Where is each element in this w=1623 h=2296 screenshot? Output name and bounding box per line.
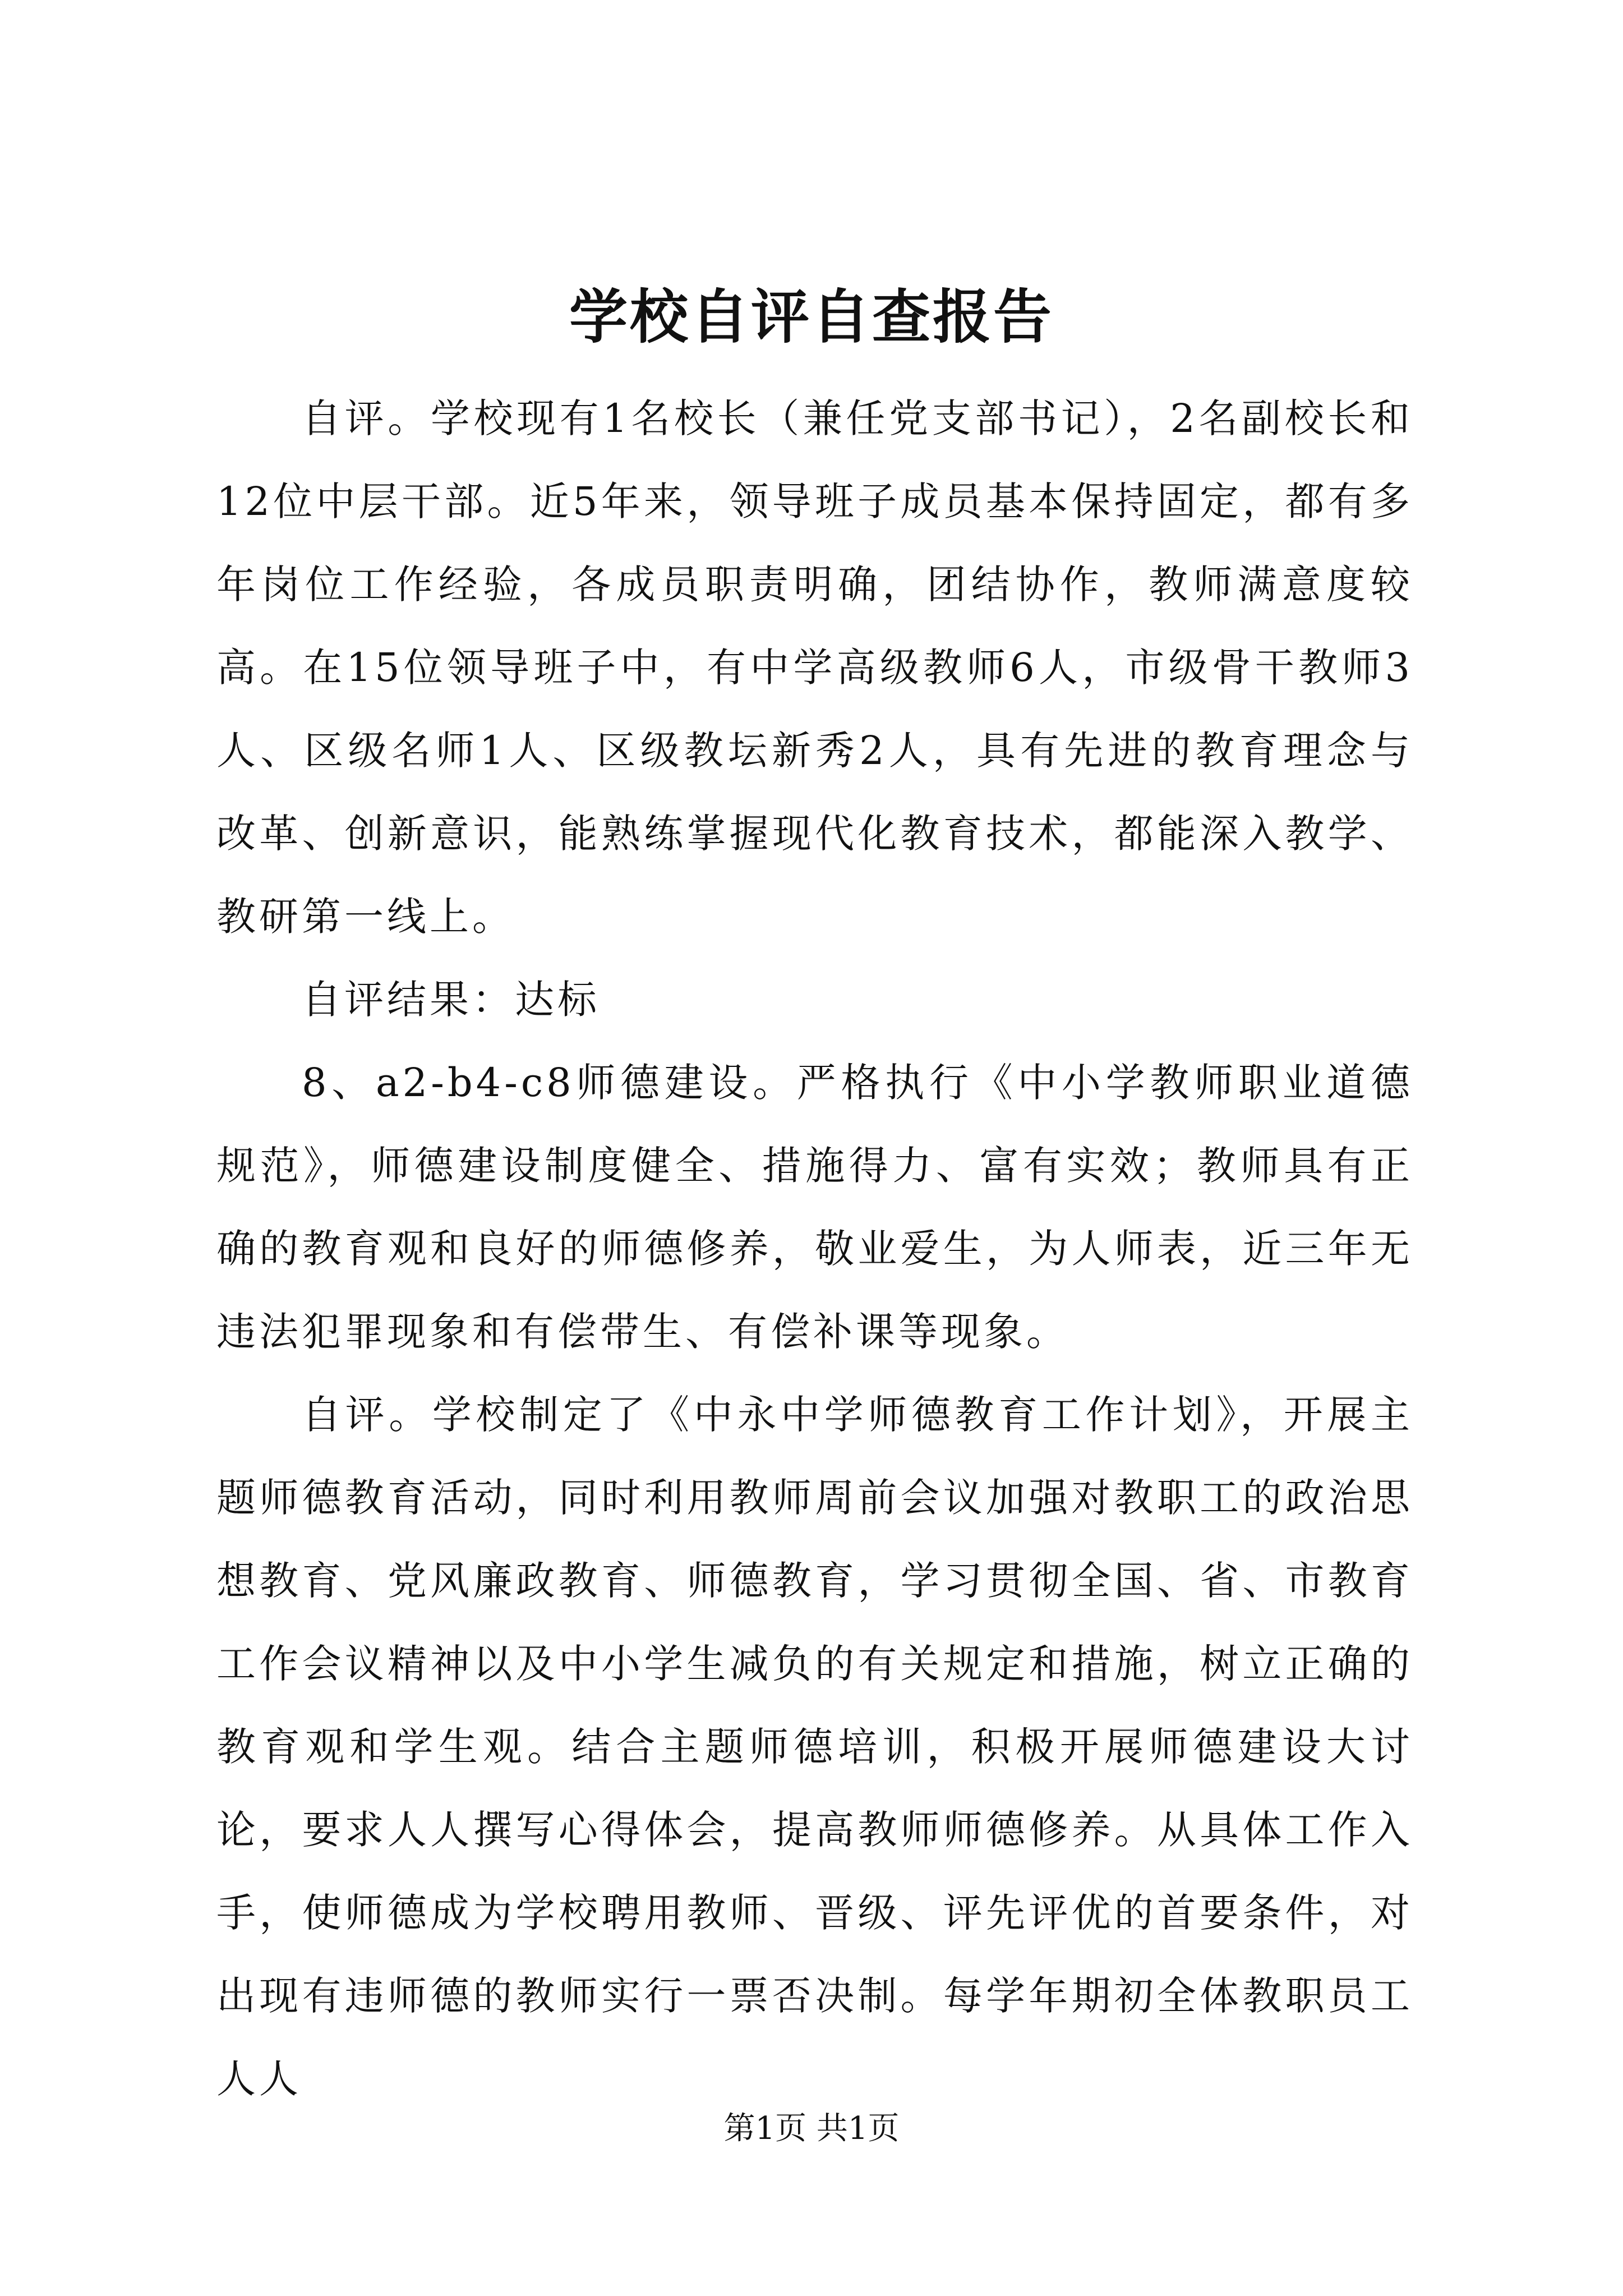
- page-footer: 第1页 共1页: [723, 2110, 900, 2147]
- paragraph-result: 自评结果：达标: [302, 977, 600, 1023]
- paragraph-leadership: 自评。学校现有1名校长（兼任党支部书记），2名副校长和12位中层干部。近5年来，领导班子成员基本保持固定，都有多年岗位工作经验，各成员职责明确，团结协作，教师满意度较高。在15位领导班子中，有中学高级教师6人，市级骨干教师3人、区级名师1人、区级教坛新秀2人，具有先进的教育理念与改革、创新意识，能熟练掌握现代化教育技术，都能深入教学、教研第一线上。: [216, 395, 1413, 940]
- document-body: [216, 377, 1413, 2120]
- paragraph-ethics-standard: 8、a2-b4-c8师德建设。严格执行《中小学教师职业道德规范》，师德建设制度健全、措施得力、富有实效；教师具有正确的教育观和良好的师德修养，敬业爱生，为人师表，近三年无违法犯罪现象和有偿带生、有偿补课等现象。: [216, 1060, 1413, 1355]
- document-title: 学校自评自查报告: [569, 282, 1054, 351]
- paragraph-ethics-evaluation: 自评。学校制定了《中永中学师德教育工作计划》，开展主题师德教育活动，同时利用教师周前会议加强对教职工的政治思想教育、党风廉政教育、师德教育，学习贯彻全国、省、市教育工作会议精神以及中小学生减负的有关规定和措施，树立正确的教育观和学生观。结合主题师德培训，积极开展师德建设大讨论，要求人人撰写心得体会，提高教师师德修养。从具体工作入手，使师德成为学校聘用教师、晋级、评先评优的首要条件，对出现有违师德的教师实行一票否决制。每学年期初全体教职员工人人: [216, 1392, 1413, 2102]
